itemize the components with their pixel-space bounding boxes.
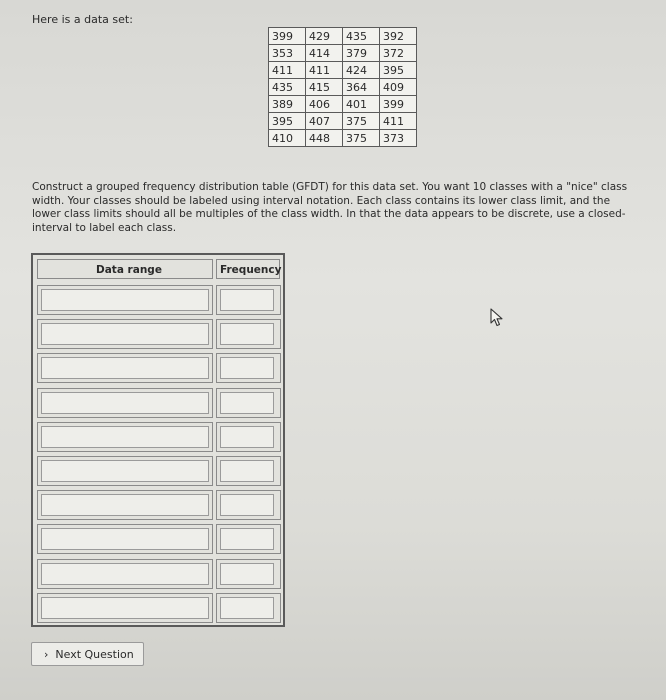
data-set-cell: 399 [380, 96, 417, 113]
data-set-cell: 407 [306, 113, 343, 130]
header-frequency: Frequency [216, 259, 280, 279]
data-set-cell: 411 [269, 62, 306, 79]
data-range-input[interactable] [41, 460, 209, 482]
data-set-cell: 395 [269, 113, 306, 130]
frequency-input[interactable] [220, 563, 274, 585]
data-range-cell [37, 524, 213, 554]
data-set-cell: 379 [343, 45, 380, 62]
data-set-row [269, 28, 417, 45]
frequency-input[interactable] [220, 289, 274, 311]
data-set-table [268, 27, 417, 147]
next-question-label: Next Question [55, 647, 134, 661]
frequency-cell [216, 353, 281, 383]
frequency-cell [216, 490, 281, 520]
gfdt-row [37, 422, 281, 452]
intro-text: Here is a data set: [32, 13, 133, 26]
data-range-cell [37, 353, 213, 383]
frequency-cell [216, 559, 281, 589]
gfdt-table [31, 253, 285, 627]
frequency-cell [216, 319, 281, 349]
frequency-input[interactable] [220, 528, 274, 550]
data-set-cell: 429 [306, 28, 343, 45]
frequency-cell [216, 524, 281, 554]
data-set-cell: 375 [343, 130, 380, 147]
data-set-cell: 372 [380, 45, 417, 62]
data-set-row [269, 113, 417, 130]
instructions-text: Construct a grouped frequency distribution table (GFDT) for this data set. You want 10 classes with a "nice" class width. Your classes should be labeled using interval notation. Each class contains its lower class limit, and the lower class limits should all be multiples of the class width. In that the data appears to be discrete, use a closed-interval to label each class. [32, 181, 628, 234]
data-set-cell: 353 [269, 45, 306, 62]
data-set-cell: 392 [380, 28, 417, 45]
data-range-cell [37, 593, 213, 623]
data-range-input[interactable] [41, 323, 209, 345]
data-set-row [269, 45, 417, 62]
data-set-cell: 411 [380, 113, 417, 130]
mouse-cursor-icon [490, 308, 504, 328]
chevron-right-icon: › [44, 647, 49, 661]
frequency-cell [216, 422, 281, 452]
frequency-input[interactable] [220, 597, 274, 619]
data-set-cell: 395 [380, 62, 417, 79]
data-set-row [269, 130, 417, 147]
gfdt-row [37, 353, 281, 383]
frequency-input[interactable] [220, 426, 274, 448]
data-set-cell: 409 [380, 79, 417, 96]
gfdt-row [37, 490, 281, 520]
data-set-cell: 424 [343, 62, 380, 79]
frequency-cell [216, 388, 281, 418]
data-range-cell [37, 490, 213, 520]
frequency-input[interactable] [220, 392, 274, 414]
data-set-cell: 373 [380, 130, 417, 147]
data-set-cell: 435 [269, 79, 306, 96]
header-data-range: Data range [37, 259, 213, 279]
frequency-input[interactable] [220, 323, 274, 345]
data-set-cell: 364 [343, 79, 380, 96]
gfdt-row [37, 285, 281, 315]
data-range-input[interactable] [41, 426, 209, 448]
gfdt-row [37, 524, 281, 554]
data-set-cell: 448 [306, 130, 343, 147]
gfdt-row [37, 559, 281, 589]
data-range-input[interactable] [41, 597, 209, 619]
data-range-input[interactable] [41, 528, 209, 550]
frequency-input[interactable] [220, 357, 274, 379]
data-set-row [269, 62, 417, 79]
data-range-cell [37, 319, 213, 349]
data-set-cell: 406 [306, 96, 343, 113]
data-set-cell: 435 [343, 28, 380, 45]
data-range-cell [37, 422, 213, 452]
data-range-input[interactable] [41, 357, 209, 379]
frequency-cell [216, 456, 281, 486]
gfdt-row [37, 456, 281, 486]
data-set-cell: 401 [343, 96, 380, 113]
frequency-cell [216, 285, 281, 315]
gfdt-row [37, 593, 281, 623]
frequency-input[interactable] [220, 494, 274, 516]
data-range-cell [37, 456, 213, 486]
frequency-input[interactable] [220, 460, 274, 482]
data-set-cell: 414 [306, 45, 343, 62]
data-range-input[interactable] [41, 563, 209, 585]
gfdt-row [37, 319, 281, 349]
data-set-row [269, 79, 417, 96]
data-set-cell: 411 [306, 62, 343, 79]
data-range-cell [37, 388, 213, 418]
data-range-cell [37, 285, 213, 315]
data-set-cell: 410 [269, 130, 306, 147]
data-range-input[interactable] [41, 494, 209, 516]
data-set-cell: 415 [306, 79, 343, 96]
next-question-button[interactable] [31, 642, 144, 666]
data-set-cell: 389 [269, 96, 306, 113]
data-set-cell: 399 [269, 28, 306, 45]
data-range-cell [37, 559, 213, 589]
gfdt-row [37, 388, 281, 418]
data-set-cell: 375 [343, 113, 380, 130]
frequency-cell [216, 593, 281, 623]
data-set-row [269, 96, 417, 113]
data-range-input[interactable] [41, 392, 209, 414]
data-range-input[interactable] [41, 289, 209, 311]
